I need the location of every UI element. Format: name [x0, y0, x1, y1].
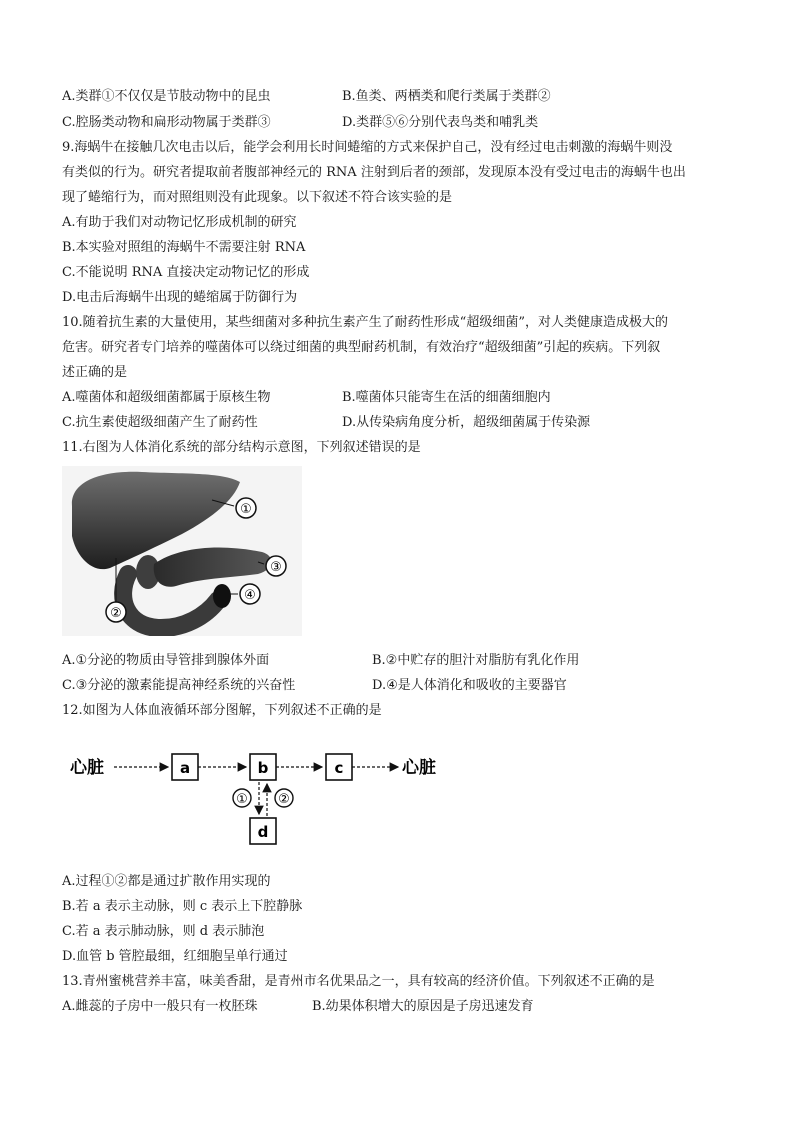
q10-option-a: A.噬菌体和超级细菌都属于原核生物	[62, 390, 271, 405]
heart-end-label: 心脏	[402, 758, 436, 778]
q12-option-b: B.若 a 表示主动脉，则 c 表示上下腔静脉	[62, 899, 303, 914]
q10-stem-line1: 10.随着抗生素的大量使用，某些细菌对多种抗生素产生了耐药性形成“超级细菌”，对人类健康造成极大的	[62, 315, 668, 330]
box-d-label: d	[257, 823, 269, 841]
q9-option-d: D.电击后海蜗牛出现的蜷缩属于防御行为	[62, 290, 298, 305]
q9-stem-line1: 9.海蜗牛在接触几次电击以后，能学会利用长时间蜷缩的方式来保护自己，没有经过电击刺激的海蜗牛则没	[62, 140, 673, 155]
box-c-label: c	[334, 759, 344, 777]
q8-option-c: C.腔肠类动物和扁形动物属于类群③	[62, 115, 271, 130]
blood-circulation-diagram	[62, 728, 462, 852]
q13-option-a: A.雌蕊的子房中一般只有一枚胚珠	[62, 999, 258, 1014]
q9-option-a: A.有助于我们对动物记忆形成机制的研究	[62, 215, 297, 230]
q12-option-a: A.过程①②都是通过扩散作用实现的	[62, 874, 271, 889]
q9-stem-line3: 现了蜷缩行为，而对照组则没有此现象。以下叙述不符合该实验的是	[62, 190, 453, 205]
q11-stem: 11.右图为人体消化系统的部分结构示意图，下列叙述错误的是	[62, 440, 421, 455]
digestive-system-illustration	[62, 466, 302, 636]
q8-option-b: B.鱼类、两栖类和爬行类属于类群②	[342, 89, 551, 104]
q10-option-b: B.噬菌体只能寄生在活的细菌细胞内	[342, 390, 551, 405]
heart-start-label: 心脏	[70, 758, 104, 778]
box-b-label: b	[257, 759, 269, 777]
q11-option-a: A.①分泌的物质由导管排到腺体外面	[62, 653, 270, 668]
q12-option-d: D.血管 b 管腔最细，红细胞呈单行通过	[62, 949, 288, 964]
process-1-label: ①	[236, 792, 248, 807]
intestine-opening	[213, 584, 231, 608]
q11-option-d: D.④是人体消化和吸收的主要器官	[372, 678, 567, 693]
q13-stem: 13.青州蜜桃营养丰富，味美香甜，是青州市名优果品之一，具有较高的经济价值。下列叙述不正确的是	[62, 974, 655, 989]
process-2-label: ②	[278, 792, 290, 807]
q10-stem-line3: 述正确的是	[62, 365, 128, 380]
label-1: ①	[240, 502, 252, 517]
q9-option-b: B.本实验对照组的海蜗牛不需要注射 RNA	[62, 240, 306, 255]
q11-option-b: B.②中贮存的胆汁对脂肪有乳化作用	[372, 653, 580, 668]
q12-option-c: C.若 a 表示肺动脉，则 d 表示肺泡	[62, 924, 265, 939]
q11-option-c: C.③分泌的激素能提高神经系统的兴奋性	[62, 678, 296, 693]
circulation-flow	[62, 728, 462, 852]
box-a-label: a	[179, 759, 191, 777]
digestive-system-figure	[62, 466, 302, 636]
q10-option-c: C.抗生素使超级细菌产生了耐药性	[62, 415, 258, 430]
label-4: ④	[244, 588, 256, 603]
q9-stem-line2: 有类似的行为。研究者提取前者腹部神经元的 RNA 注射到后者的颈部，发现原本没有受过电击的海蜗牛也出	[62, 165, 686, 180]
q9-option-c: C.不能说明 RNA 直接决定动物记忆的形成	[62, 265, 310, 280]
q8-option-a: A.类群①不仅仅是节肢动物中的昆虫	[62, 89, 271, 104]
q10-option-d: D.从传染病角度分析，超级细菌属于传染源	[342, 415, 591, 430]
label-2: ②	[110, 606, 122, 621]
q13-option-b: B.幼果体积增大的原因是子房迅速发育	[312, 999, 534, 1014]
q8-option-d: D.类群⑤⑥分别代表鸟类和哺乳类	[342, 115, 539, 130]
q10-stem-line2: 危害。研究者专门培养的噬菌体可以绕过细菌的典型耐药机制，有效治疗“超级细菌”引起的疾病。下列叙	[62, 340, 661, 355]
q12-stem: 12.如图为人体血液循环部分图解，下列叙述不正确的是	[62, 703, 382, 718]
label-3: ③	[270, 560, 282, 575]
